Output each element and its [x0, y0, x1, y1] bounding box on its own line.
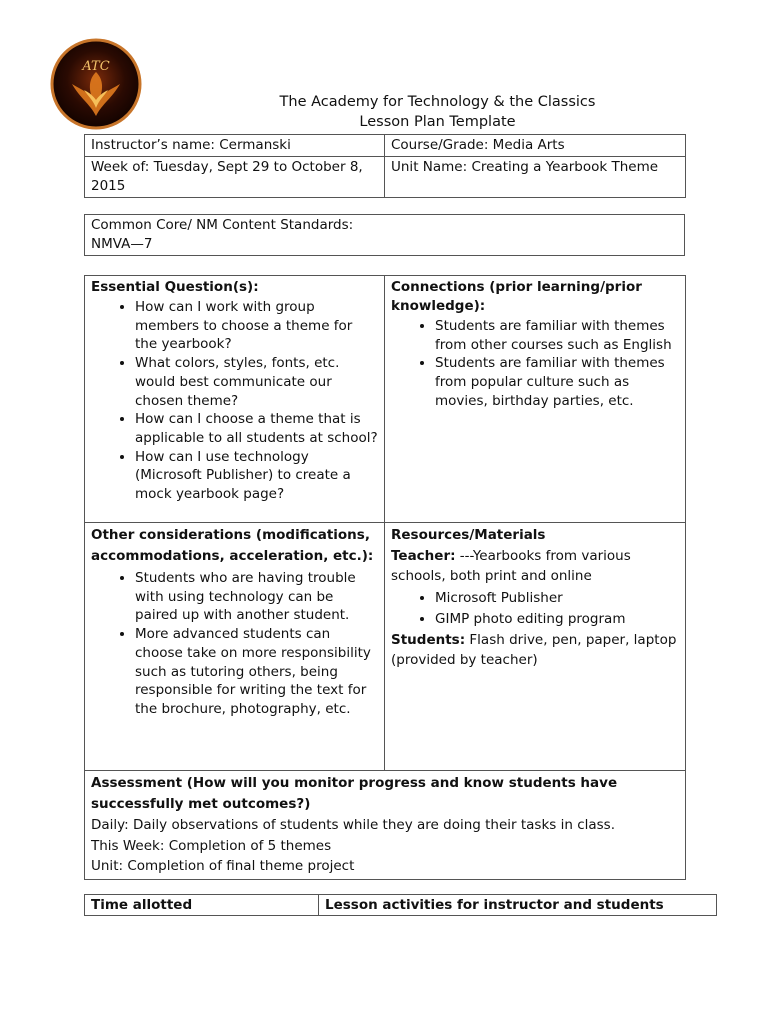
students-label: Students:	[391, 631, 466, 648]
essential-questions-cell	[85, 276, 385, 523]
students-text: Flash drive, pen, paper, laptop (provided by teacher)	[391, 631, 677, 668]
list-item: • How can I choose a theme that is applicable to all students at school?	[135, 410, 378, 447]
student-resources	[391, 630, 679, 671]
activities-table	[84, 894, 717, 916]
assessment-heading: Assessment (How will you monitor progress and know students have successfully met outcomes?)	[91, 775, 618, 812]
course-cell: Course/Grade: Media Arts	[385, 135, 686, 157]
considerations-cell	[85, 523, 385, 771]
essential-questions-list	[91, 298, 378, 504]
considerations-heading: Other considerations (modifications, accommodations, acceleration, etc.):	[91, 527, 374, 564]
teacher-resources	[391, 546, 679, 587]
teacher-label: Teacher:	[391, 547, 456, 564]
teacher-text: ---Yearbooks from various schools, both print and online	[391, 547, 631, 584]
unit-cell: Unit Name: Creating a Yearbook Theme	[385, 157, 686, 198]
list-item: • GIMP photo editing program	[435, 609, 679, 630]
considerations-list	[91, 569, 378, 719]
list-item: • Microsoft Publisher	[435, 588, 679, 609]
resources-cell	[385, 523, 686, 771]
standards-cell	[85, 215, 685, 256]
list-item: • How can I use technology (Microsoft Publisher) to create a mock yearbook page?	[135, 448, 378, 504]
list-item: • Students are familiar with themes from popular culture such as movies, birthday parties, etc.	[435, 354, 679, 410]
list-item: • More advanced students can choose take on more responsibility such as tutoring others, being responsible for writing the text for the brochure, photography, etc.	[135, 625, 378, 719]
list-item: • Students who are having trouble with using technology can be paired up with another student.	[135, 569, 378, 625]
lesson-activities-header: Lesson activities for instructor and students	[319, 895, 717, 916]
connections-list	[391, 317, 679, 411]
course-info-table	[84, 134, 686, 198]
svg-text:ATC: ATC	[82, 59, 110, 74]
standards-label: Common Core/ NM Content Standards:	[91, 217, 354, 233]
assessment-cell	[85, 771, 686, 880]
time-allotted-header: Time allotted	[85, 895, 319, 916]
instructor-cell: Instructor’s name: Cermanski	[85, 135, 385, 157]
atc-logo	[50, 38, 142, 130]
standards-value: NMVA—7	[91, 236, 153, 252]
week-cell: Week of: Tuesday, Sept 29 to October 8, 2015	[85, 157, 385, 198]
standards-table	[84, 214, 685, 256]
list-item: • How can I work with group members to choose a theme for the yearbook?	[135, 298, 378, 354]
resources-list	[391, 588, 679, 630]
connections-heading: Connections (prior learning/prior knowledge):	[391, 279, 642, 314]
list-item: • Students are familiar with themes from other courses such as English	[435, 317, 679, 354]
assessment-week: This Week: Completion of 5 themes	[91, 837, 332, 854]
essential-questions-heading: Essential Question(s):	[91, 279, 259, 295]
list-item: • What colors, styles, fonts, etc. would best communicate our chosen theme?	[135, 354, 378, 410]
lesson-plan-table	[84, 275, 686, 880]
page-title: Lesson Plan Template	[359, 114, 516, 130]
connections-cell	[385, 276, 686, 523]
assessment-unit: Unit: Completion of final theme project	[91, 858, 355, 874]
assessment-daily: Daily: Daily observations of students while they are doing their tasks in class.	[91, 817, 616, 833]
school-title: The Academy for Technology & the Classics	[279, 94, 596, 110]
resources-heading: Resources/Materials	[391, 527, 546, 543]
